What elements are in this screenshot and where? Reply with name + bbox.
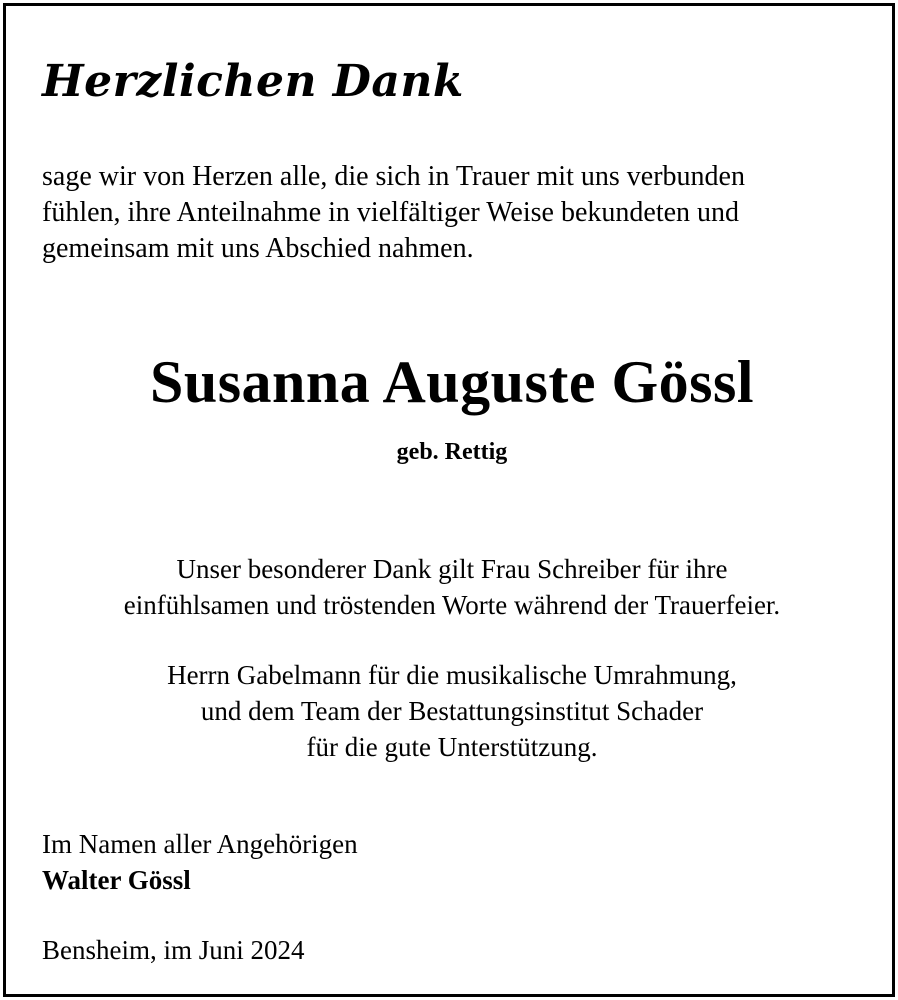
thanks-line: Herrn Gabelmann für die musikalische Umrahmung, — [167, 660, 737, 690]
on-behalf-line: Im Namen aller Angehörigen — [42, 829, 358, 859]
intro-line: fühlen, ihre Anteilnahme in vielfältiger Weise bekundeten und — [42, 197, 740, 228]
thanks-line: und dem Team der Bestattungsinstitut Schader — [200, 696, 704, 726]
thanks-paragraph-1 — [6, 551, 898, 623]
signatory-name: Walter Gössl — [42, 865, 191, 895]
intro-line: sage wir von Herzen alle, die sich in Trauer mit uns verbunden — [42, 161, 745, 192]
deceased-name: Susanna Auguste Gössl — [149, 349, 755, 415]
notice-card — [3, 3, 895, 997]
thanks-line: Unser besonderer Dank gilt Frau Schreiber für ihre — [176, 554, 728, 584]
intro-line: gemeinsam mit uns Abschied nahmen. — [42, 233, 474, 264]
notice-heading: Herzlichen Dank — [42, 56, 464, 107]
thanks-line: einfühlsamen und tröstenden Worte während der Trauerfeier. — [123, 590, 781, 620]
thanks-line: für die gute Unterstützung. — [306, 732, 598, 762]
thanks-paragraph-2 — [6, 657, 898, 765]
birth-name: geb. Rettig — [396, 439, 508, 465]
place-date: Bensheim, im Juni 2024 — [42, 935, 305, 965]
intro-text — [42, 159, 872, 267]
